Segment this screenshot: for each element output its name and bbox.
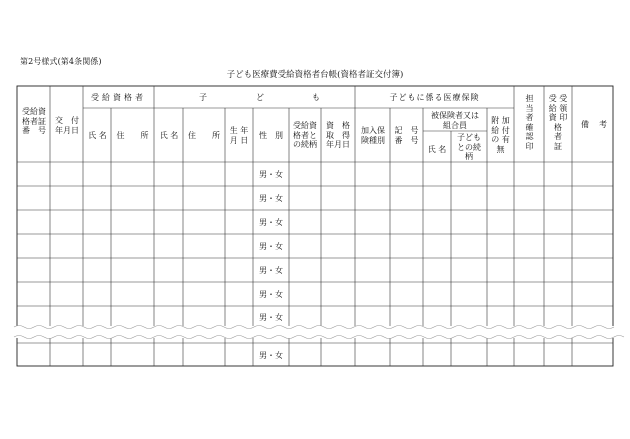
- header-child-group-1: 子: [199, 93, 207, 102]
- form-label: 第2号様式(第4条関係): [20, 57, 102, 66]
- row-sex: 男・女: [259, 266, 283, 275]
- header-child-group-3: も: [312, 93, 320, 102]
- header-birth-date: 生 年 月 日: [229, 126, 249, 145]
- row-sex: 男・女: [259, 351, 283, 360]
- header-child-address: 住 所: [188, 131, 220, 140]
- header-remarks-2: 考: [599, 120, 607, 129]
- header-recipient-name: 氏 名: [88, 131, 107, 140]
- header-staff-seal: 担 当 者 確 認 印: [525, 94, 534, 151]
- header-insurance-group: 子どもに係る医療保険: [389, 93, 480, 102]
- header-cert-no: 受給資 格者証 番 号: [22, 107, 46, 135]
- header-child-group-2: ど: [256, 93, 264, 102]
- header-insurance-type: 加入保 険種別: [361, 126, 385, 145]
- header-insured-relation: 子ども との続 柄: [457, 133, 481, 161]
- row-sex: 男・女: [259, 218, 283, 227]
- header-recipient-group: 受給資格者: [91, 93, 146, 102]
- header-recipient-address: 住 所: [116, 131, 149, 140]
- header-sex: 性 別: [259, 131, 283, 140]
- row-sex: 男・女: [259, 290, 283, 299]
- header-insured-group: 被保険者又は 組合員: [431, 111, 479, 130]
- header-receipt-seal: 受 受 給 領 資 印 格 者 証: [548, 94, 568, 151]
- header-child-name: 氏 名: [159, 131, 179, 140]
- header-acquired-date: 資 格 取 得 年月日: [326, 121, 350, 149]
- row-sex: 男・女: [259, 194, 283, 203]
- row-sex: 男・女: [259, 313, 283, 322]
- header-insured-name: 氏 名: [427, 145, 447, 154]
- document-title: 子ども医療費受給資格者台帳(資格者証交付簿): [226, 70, 404, 80]
- header-issue-date: 交 付 年月日: [55, 116, 79, 135]
- header-remarks-1: 備: [581, 120, 589, 129]
- header-symbol-number: 記 号 番 号: [394, 126, 419, 145]
- header-additional-benefit: 附 加 給 付 の 有 無: [491, 116, 510, 154]
- header-relation: 受給資 格者と の続柄: [293, 121, 317, 149]
- row-sex: 男・女: [259, 170, 283, 179]
- row-sex: 男・女: [259, 242, 283, 251]
